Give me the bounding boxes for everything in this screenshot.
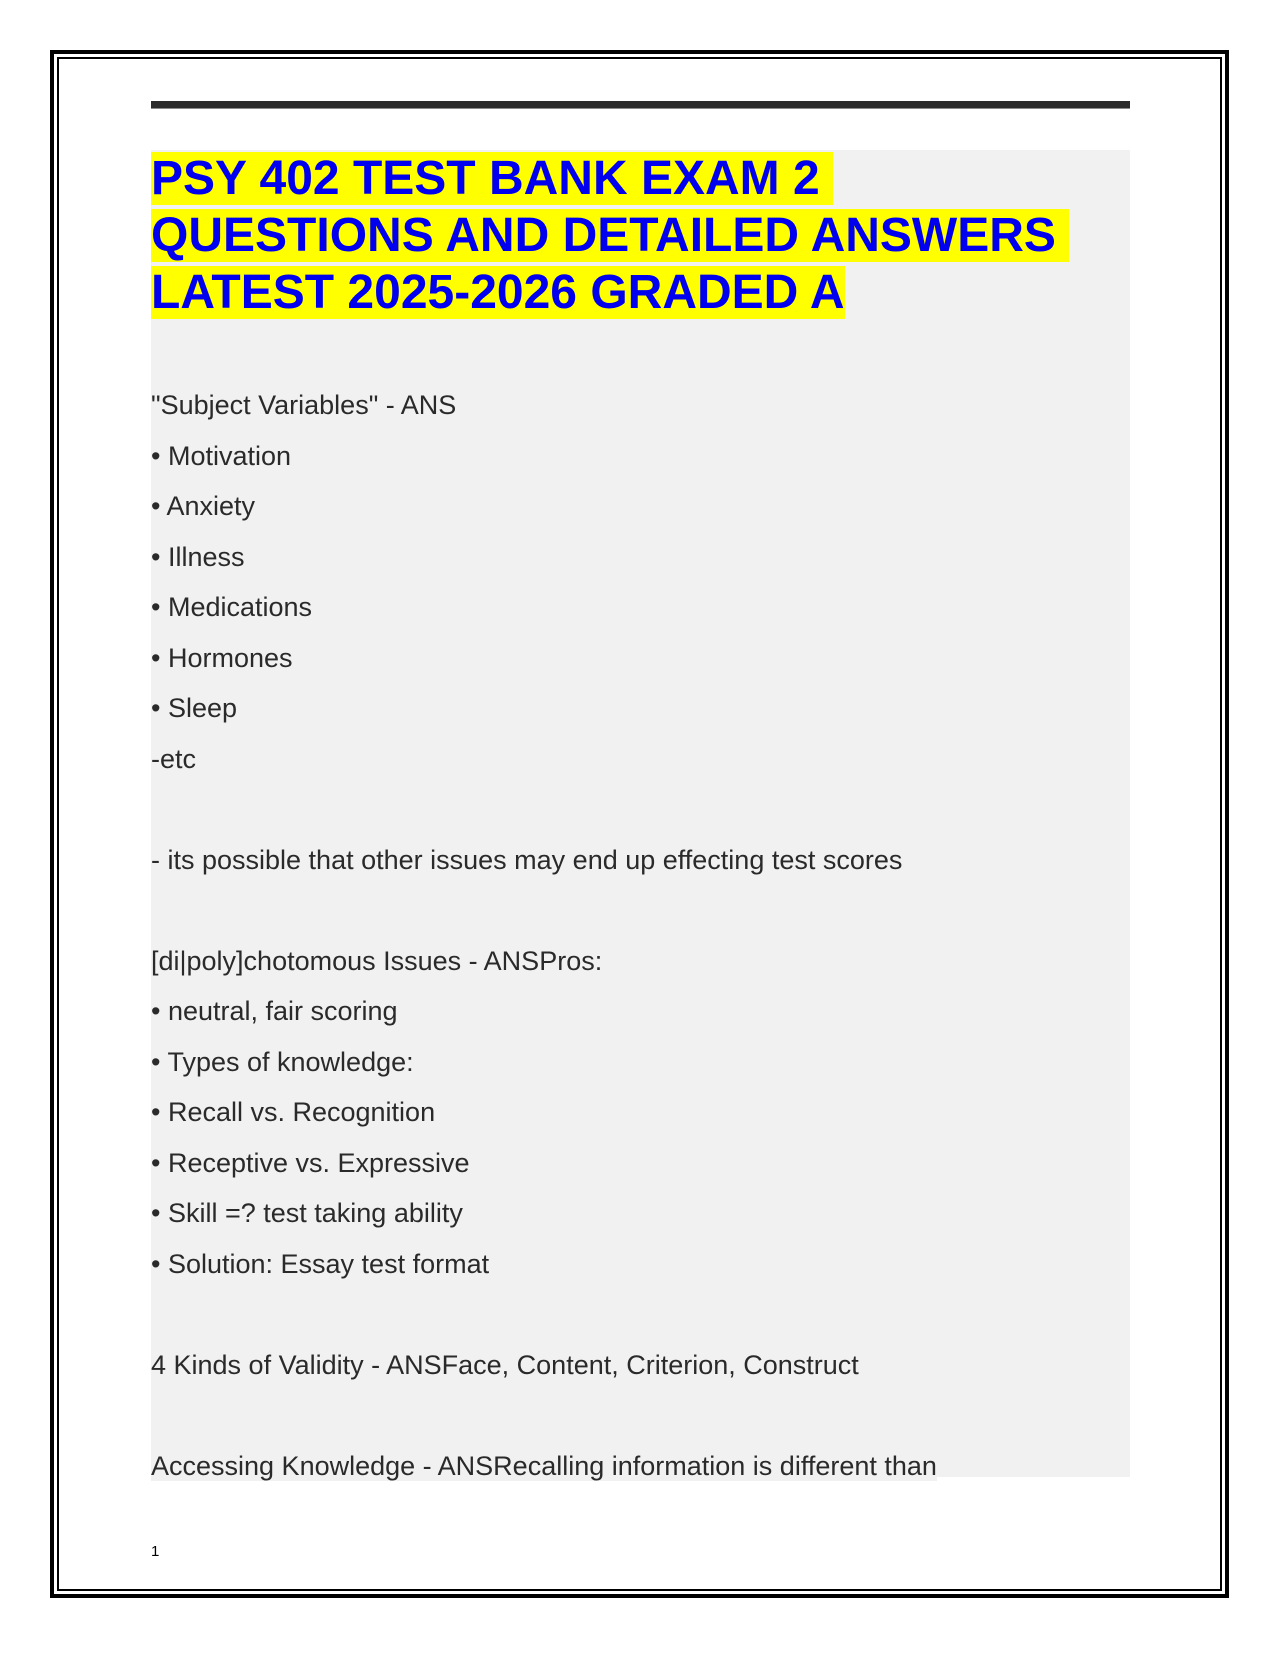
- text-line: • Motivation: [151, 440, 292, 471]
- text-line: Accessing Knowledge - ANSRecalling information is different than: [151, 1450, 937, 1481]
- blank-line: [151, 885, 1130, 936]
- page-number: 1: [151, 1543, 160, 1560]
- text-line: - its possible that other issues may end up effecting test scores: [151, 844, 903, 875]
- title-line: PSY 402 TEST BANK EXAM 2: [151, 152, 833, 205]
- text-line: • Medications: [151, 592, 313, 622]
- title-line: QUESTIONS AND DETAILED ANSWERS: [151, 209, 1070, 262]
- document-content: [151, 150, 1130, 1481]
- text-line: • Skill =? test taking ability: [151, 1198, 463, 1228]
- text-line: -etc: [151, 743, 197, 774]
- text-line: • Illness: [151, 541, 245, 572]
- text-line: • Anxiety: [151, 491, 256, 521]
- blank-line: [151, 1289, 1130, 1340]
- blank-line: [151, 784, 1130, 835]
- text-line: • Receptive vs. Expressive: [151, 1147, 470, 1178]
- text-line: • Recall vs. Recognition: [151, 1097, 436, 1127]
- title-line: LATEST 2025-2026 GRADED A: [151, 266, 845, 319]
- body-text: [151, 380, 1130, 1491]
- blank-line: [151, 1390, 1130, 1441]
- header-rule: [151, 101, 1130, 109]
- text-line: • Types of knowledge:: [151, 1046, 414, 1077]
- text-line: • Hormones: [151, 642, 293, 673]
- text-line: "Subject Variables" - ANS: [151, 390, 457, 420]
- text-line: [di|poly]chotomous Issues - ANSPros:: [151, 945, 603, 976]
- text-line: 4 Kinds of Validity - ANSFace, Content, Criterion, Construct: [151, 1349, 859, 1380]
- document-title: [151, 150, 1130, 321]
- text-line: • Sleep: [151, 693, 238, 723]
- text-line: • Solution: Essay test format: [151, 1248, 490, 1279]
- text-line: • neutral, fair scoring: [151, 996, 398, 1026]
